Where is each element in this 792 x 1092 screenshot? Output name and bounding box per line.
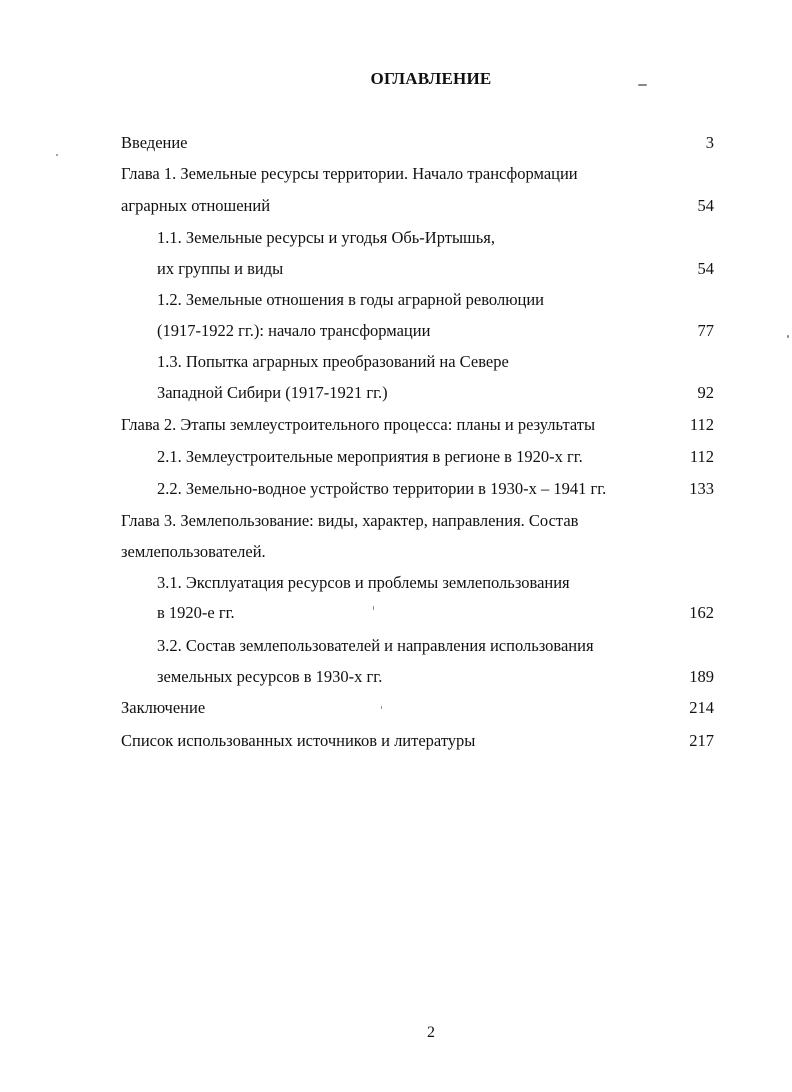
- toc-page-number: 217: [689, 731, 714, 750]
- toc-entry-section-2-2[interactable]: [0, 477, 792, 501]
- toc-entry-section-3-1-continued[interactable]: [0, 601, 792, 625]
- toc-page-number: 214: [689, 698, 714, 717]
- toc-page-number: 112: [689, 447, 714, 466]
- toc-entry-label: 1.1. Земельные ресурсы и угодья Обь-Иртышья,: [157, 228, 495, 247]
- toc-page-number: 133: [689, 479, 714, 498]
- toc-entry-label: Западной Сибири (1917-1921 гг.): [157, 383, 388, 402]
- scan-speck: [381, 706, 382, 709]
- toc-entry-label: Список использованных источников и литературы: [121, 731, 476, 750]
- toc-page-number: 54: [697, 259, 714, 278]
- toc-entry-label: Глава 1. Земельные ресурсы территории. Начало трансформации: [121, 164, 578, 183]
- toc-entry-label: 2.1. Землеустроительные мероприятия в регионе в 1920-х гг.: [157, 447, 583, 466]
- toc-entry-label: Глава 2. Этапы землеустроительного процесса: планы и результаты: [121, 415, 596, 434]
- toc-page-number: 77: [697, 321, 714, 340]
- toc-entry-chapter-1-continued[interactable]: [0, 194, 792, 218]
- toc-entry-label: 3.1. Эксплуатация ресурсов и проблемы землепользования: [157, 573, 570, 592]
- toc-entry-label: (1917-1922 гг.): начало трансформации: [157, 321, 431, 340]
- toc-page-number: 189: [689, 667, 714, 686]
- toc-entry-section-1-1[interactable]: [0, 226, 792, 250]
- toc-page-number: 112: [689, 415, 714, 434]
- toc-page-number: 162: [689, 603, 714, 622]
- toc-page-number: 3: [705, 133, 714, 152]
- toc-entry-label: 3.2. Состав землепользователей и направления использования: [157, 636, 594, 655]
- toc-entry-section-3-2-continued[interactable]: [0, 665, 792, 689]
- toc-entry-chapter-3[interactable]: [0, 509, 792, 533]
- toc-entry-section-1-1-continued[interactable]: [0, 257, 792, 281]
- toc-entry-chapter-1[interactable]: [0, 162, 792, 186]
- scan-speck: [638, 84, 647, 86]
- toc-entry-section-1-2[interactable]: [0, 288, 792, 312]
- toc-entry-section-2-1[interactable]: [0, 445, 792, 469]
- toc-entry-section-1-2-continued[interactable]: [0, 319, 792, 343]
- toc-entry-section-3-1[interactable]: [0, 571, 792, 595]
- toc-entry-section-1-3-continued[interactable]: [0, 381, 792, 405]
- toc-entry-chapter-3-continued[interactable]: [0, 540, 792, 564]
- toc-entry-section-3-2[interactable]: [0, 634, 792, 658]
- toc-entry-label: 1.3. Попытка аграрных преобразований на Севере: [157, 352, 509, 371]
- toc-entry-label: Введение: [121, 133, 188, 152]
- toc-entry-label: 1.2. Земельные отношения в годы аграрной революции: [157, 290, 545, 309]
- toc-entry-label: Заключение: [121, 698, 206, 717]
- toc-entry-label: Глава 3. Землепользование: виды, характер, направления. Состав: [121, 511, 579, 530]
- scan-speck: [787, 335, 789, 338]
- toc-entry-chapter-2[interactable]: [0, 413, 792, 437]
- page-title: ОГЛАВЛЕНИЕ: [370, 69, 492, 88]
- toc-entry-label: землепользователей.: [121, 542, 266, 561]
- scan-speck: [56, 154, 58, 156]
- page-number: 2: [427, 1024, 435, 1041]
- toc-entry-conclusion[interactable]: [0, 696, 792, 720]
- toc-entry-label: их группы и виды: [157, 259, 284, 278]
- toc-entry-introduction[interactable]: [0, 131, 792, 155]
- toc-entry-section-1-3[interactable]: [0, 350, 792, 374]
- toc-entry-label: 2.2. Земельно-водное устройство территории в 1930-х – 1941 гг.: [157, 479, 607, 498]
- toc-entry-label: в 1920-е гг.: [157, 603, 235, 622]
- toc-entry-label: земельных ресурсов в 1930-х гг.: [157, 667, 383, 686]
- toc-page-number: 92: [697, 383, 714, 402]
- toc-page-number: 54: [697, 196, 714, 215]
- toc-entry-label: аграрных отношений: [121, 196, 271, 215]
- toc-entry-sources[interactable]: [0, 729, 792, 753]
- scan-speck: [373, 606, 374, 610]
